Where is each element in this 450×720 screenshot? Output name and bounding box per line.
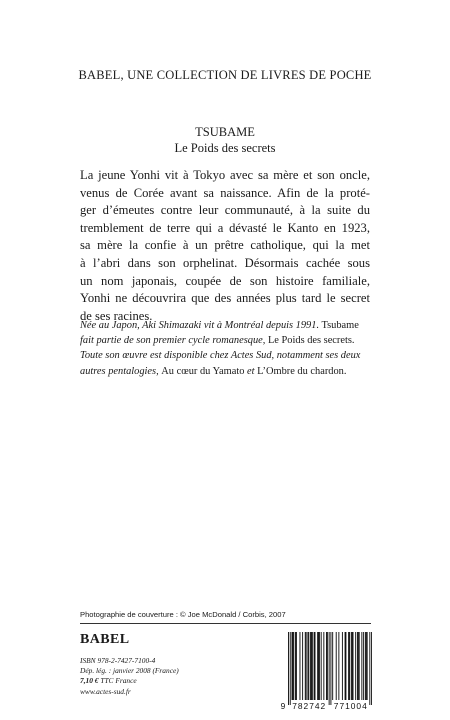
barcode-guard-bar xyxy=(371,632,372,705)
price xyxy=(80,676,280,686)
barcode-bar xyxy=(292,632,293,700)
barcode-bar xyxy=(365,632,366,700)
barcode-bar xyxy=(321,632,322,700)
barcode-bar xyxy=(319,632,320,700)
barcode-bar xyxy=(293,632,294,700)
author-note-part-8: L’Ombre du chardon. xyxy=(257,365,347,377)
barcode-bar xyxy=(307,632,308,700)
barcode-bar xyxy=(302,632,303,700)
author-note-part-6: Au cœur du Yamato xyxy=(161,365,245,377)
barcode-bar xyxy=(327,632,328,700)
barcode-digit-lead: 9 xyxy=(280,701,287,711)
barcode-bar xyxy=(359,632,360,700)
price-value: 7,10 € xyxy=(80,676,99,686)
barcode-bar xyxy=(352,632,353,700)
barcode-bar xyxy=(310,632,311,700)
book-title: TSUBAME xyxy=(195,125,255,139)
barcode-bar xyxy=(308,632,309,700)
isbn-info xyxy=(80,656,280,697)
blurb-line: à l’abri dans son orphelinat. Désormais cachée sous xyxy=(80,255,370,270)
author-note-part-7: et xyxy=(244,365,258,377)
barcode-guard-bar xyxy=(288,632,289,705)
author-note-part-4: Le Poids des secrets. xyxy=(267,335,355,347)
barcode-bar xyxy=(292,632,293,700)
blurb-line: La jeune Yonhi vit à Tokyo avec sa mère et son oncle, xyxy=(80,168,370,182)
blurb-line: sa mère la confie à un prêtre catholique, qui la met xyxy=(80,238,370,253)
price-suffix: TTC France xyxy=(98,676,137,686)
author-note xyxy=(80,318,372,379)
blurb-line: un nom japonais, coupée de son histoire familiale, xyxy=(80,273,370,288)
divider-rule xyxy=(80,623,371,624)
author-note-part-3: fait partie de son premier cycle romanesque, xyxy=(80,335,268,347)
barcode-bar xyxy=(317,632,318,700)
author-note-part-5: Toute son œuvre est disponible chez Actes Sud, notamment ses deux autres pentalogies, xyxy=(80,350,361,377)
barcode-guard-bar xyxy=(369,632,370,705)
barcode-bar xyxy=(299,632,300,700)
isbn-number: ISBN 978-2-7427-7100-4 xyxy=(80,656,156,665)
collection-name: BABEL, UNE COLLECTION DE LIVRES DE POCHE xyxy=(78,68,372,82)
barcode-bar xyxy=(353,632,354,700)
barcode-bar xyxy=(306,632,307,700)
barcode-bar xyxy=(332,632,333,700)
book-subtitle: Le Poids des secrets xyxy=(174,141,276,155)
babel-imprint-logo: BABEL xyxy=(80,632,130,647)
barcode-bar xyxy=(342,632,343,700)
barcode-digits-left: 782742 xyxy=(292,701,327,711)
blurb-line: tremblement de terre qui a dévasté le Kanto en 1923, xyxy=(80,220,370,235)
barcode-bar xyxy=(311,632,312,700)
barcode-bar xyxy=(355,632,356,700)
barcode-guard-bar xyxy=(330,632,331,705)
barcode-bar xyxy=(367,632,368,700)
barcode-bar xyxy=(345,632,346,700)
blurb-line: de ses racines. xyxy=(80,308,153,323)
blurb-line: ger d’émeutes contre leur communauté, à la suite du xyxy=(80,203,370,218)
barcode-graphic xyxy=(280,626,372,718)
blurb-line: Yonhi ne découvrira que des années plus tard le secret xyxy=(80,291,370,306)
barcode-bar xyxy=(357,632,358,700)
barcode-bar xyxy=(296,632,297,700)
author-note-text xyxy=(80,318,372,379)
blurb-text xyxy=(80,167,370,325)
barcode-bar xyxy=(361,632,362,700)
author-note-part-2: Tsubame xyxy=(321,320,359,331)
barcode-guard-bar xyxy=(329,632,330,705)
barcode-bar xyxy=(295,632,296,700)
blurb-line: venus de Corée avant sa naissance. Afin de la proté- xyxy=(80,185,370,200)
barcode-guard-bar xyxy=(290,632,291,705)
barcode-bar xyxy=(336,632,337,700)
barcode-bar xyxy=(348,632,349,700)
barcode-bar xyxy=(345,632,346,700)
barcode-bar xyxy=(305,632,306,700)
barcode-bar xyxy=(315,632,316,700)
barcode-bar xyxy=(363,632,364,700)
barcode-bar xyxy=(318,632,319,700)
author-note-part-1: Née au Japon, Aki Shimazaki vit à Montréal depuis 1991. xyxy=(80,320,320,331)
blurb-paragraph xyxy=(80,167,370,325)
barcode-bar xyxy=(358,632,359,700)
barcode-bar xyxy=(314,632,315,700)
website: www.actes-sud.fr xyxy=(80,686,131,696)
barcode-bar xyxy=(338,632,339,700)
title-block xyxy=(0,124,450,156)
barcode-bar xyxy=(349,632,350,700)
depot-legal: Dép. lég. : janvier 2008 (France) xyxy=(80,666,179,676)
photo-credit: Photographie de couverture : © Joe McDonald / Corbis, 2007 xyxy=(80,610,286,619)
barcode xyxy=(280,626,372,718)
barcode-digits-right: 771004 xyxy=(333,701,368,711)
barcode-bar xyxy=(323,632,324,700)
barcode-bar xyxy=(326,632,327,700)
barcode-bar xyxy=(312,632,313,700)
barcode-bar xyxy=(351,632,352,700)
barcode-bar xyxy=(366,632,367,700)
